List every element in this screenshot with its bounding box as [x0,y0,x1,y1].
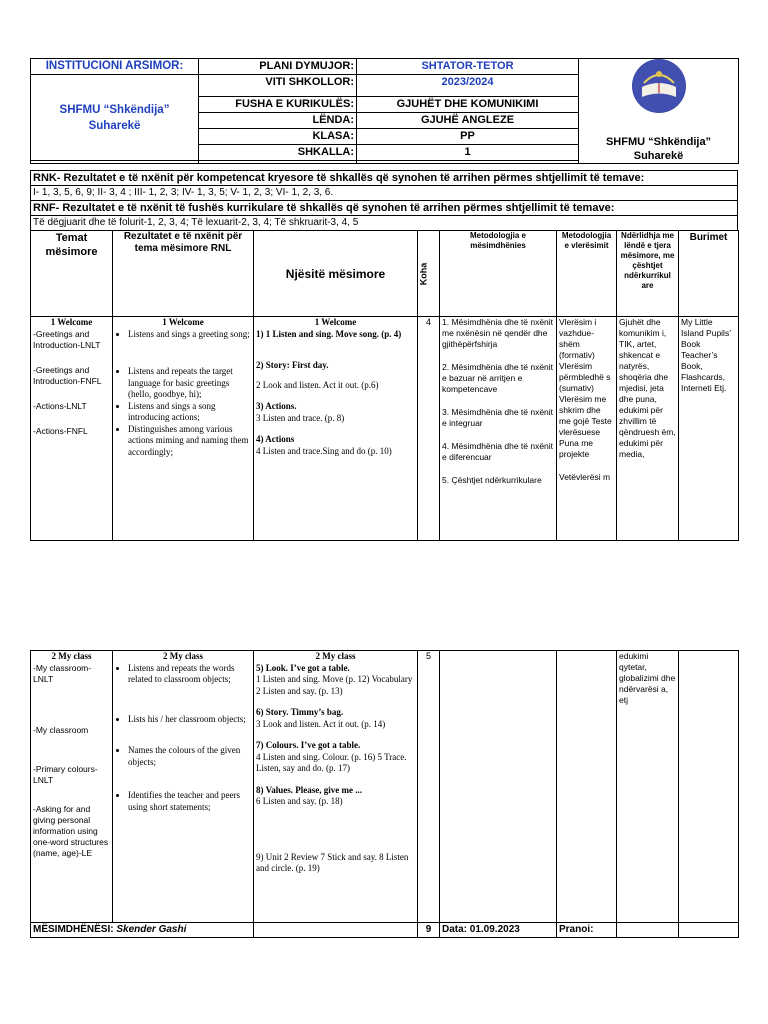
rnf-title: RNF- Rezultatet e të nxënit të fushës kurrikulare të shkallës që synohen të arrihen përmes shtjellimit të temave: [31,201,738,216]
theme1-metod-mesim-item: 3. Mësimdhënia dhe të nxënit e integruar [442,407,554,428]
theme1-metod-mesim-item: 5. Çështjet ndërkurrikulare [442,475,542,485]
theme1-njes-body: 4 Listen and trace.Sing and do (p. 10) [256,445,392,456]
logo-caption-line2: Suharekë [633,150,684,162]
theme1-temat-item: -Actions-FNFL [33,425,88,436]
theme2-temat-item: -My classroom [33,724,89,735]
theme1-rez-item: • Listens and sings a greeting song; [128,329,251,341]
theme2-njes-head: 8) Values. Please, give me ... [256,784,362,795]
theme1-temat-title: 1 Welcome [50,317,93,327]
logo-cell [579,59,739,164]
theme1-metod-mesim-item: 2. Mësimdhënia dhe të nxënit e bazuar në arritjen e kompetencave [442,362,554,394]
institution-label: INSTITUCIONI ARSIMOR: [31,59,199,75]
theme1-metod-mesim-item: 1. Mësimdhënia dhe të nxënit me nxënësin në qendër dhe gjithëpërfshirja [442,317,554,349]
logo-caption-line1: SHFMU “Shkëndija” [605,136,712,148]
theme2-metod-vler-cell [557,651,617,923]
theme1-rez-item: • Listens and sings a song introducing actions; [128,401,251,424]
row-value: GJUHËT DHE KOMUNIKIMI [357,97,579,113]
theme1-rez-item: • Listens and repeats the target language for basic greetings (hello, goodbye, hi); [128,366,251,401]
theme2-temat-item: -My classroom-LNLT [33,662,92,684]
teacher-name: Skender Gashi [116,924,187,935]
footer-empty [254,923,418,938]
row-value: 2023/2024 [357,75,579,97]
theme2-rez-title: 2 My class [163,651,203,661]
rnf-values: Të dëgjuarit dhe të folurit-1, 2, 3, 4; Të lexuarit-2, 3, 4; Të shkruarit-3, 4, 5 [31,216,738,231]
theme2-temat-cell [31,651,113,923]
col-koha [418,231,440,317]
row-label: KLASA: [199,129,357,145]
rnk-rnf-table [30,170,738,231]
theme1-burimet: My Little Island Pupils’ Book Teacher’s Book, Flashcards, Interneti Etj. [679,317,739,541]
total-hours: 9 [418,923,440,938]
theme1-temat-item: -Greetings and Introduction-LNLT [33,328,101,350]
theme2-temat-item: -Asking for and giving personal information using one-word structures (name, age)-LE [33,803,109,858]
theme1-metod-vler: Vlerësim i vazhdue-shëm (formativ) Vlerësim përmbledhë s (sumativ) Vlerësim me shkrim dhe me gojë Teste vlerësuese Puna me projekte [559,317,612,459]
col-nderlidhja: Ndërlidhja me lëndë e tjera mësimore, me çështjet ndërkurrikul are [617,231,679,317]
theme1-metod-vler2: Vetëvlerësi m [559,472,611,482]
theme2-rez-item: • Listens and repeats the words related to classroom objects; [128,663,251,686]
theme2-rez-item: • Lists his / her classroom objects; [128,714,251,726]
col-temat: Temat mësimore [31,231,113,317]
col-metod-vler: Metodologjia e vlerësimit [557,231,617,317]
school-name-line2: Suharekë [88,119,141,132]
theme1-njes-head: 2) Story: First day. [256,360,329,370]
theme1-njes-head: 3) Actions. [256,401,297,411]
theme1-njes-cell [254,317,418,541]
plan-table-1 [30,230,739,541]
col-burimet: Burimet [679,231,739,317]
footer-empty [679,923,739,938]
theme1-njes-body: 2 Look and listen. Act it out. (p.6) [256,379,379,390]
footer-empty [617,923,679,938]
theme2-rez-item: • Names the colours of the given objects; [128,745,251,768]
theme2-metod-mesim-cell [440,651,557,923]
plan-table-2 [30,650,739,938]
header-table [30,58,739,164]
book-icon [632,59,686,113]
pranoi-label: Pranoi: [557,923,617,938]
theme2-njes-head: 5) Look. I’ve got a table. [256,662,350,673]
row-value: PP [357,129,579,145]
theme2-njes-title: 2 My class [315,651,356,661]
theme1-njes-body: 3 Listen and trace. (p. 8) [256,412,345,423]
theme2-burimet-cell [679,651,739,923]
row-label: PLANI DYMUJOR: [199,59,357,75]
row-label: LËNDA: [199,113,357,129]
rnk-values: I- 1, 3, 5, 6, 9; II- 3, 4 ; III- 1, 2, 3; IV- 1, 3, 5; V- 1, 2, 3; VI- 1, 2, 3, 6. [31,186,738,201]
theme1-metod-mesim-cell [440,317,557,541]
theme2-temat-title: 2 My class [51,651,92,661]
theme2-njes-body: 6 Listen and say. (p. 18) [256,796,343,806]
theme1-metod-vler-cell [557,317,617,541]
theme2-njes-head: 6) Story. Timmy’s bag. [256,707,344,717]
theme2-njes-cell [254,651,418,923]
theme2-njes-body: 9) Unit 2 Review 7 Stick and say. 8 Listen and circle. (p. 19) [256,851,409,873]
theme2-njes-body: 1 Listen and sing. Move (p. 12) Vocabulary 2 Listen and say. (p. 13) [256,674,413,696]
theme1-njes-head: 4) Actions [256,434,295,444]
col-rezultatet: Rezultatet e të nxënit për tema mësimore RNL [113,231,254,317]
row-value: SHTATOR-TETOR [357,59,579,75]
school-logo [632,59,686,113]
row-value: GJUHË ANGLEZE [357,113,579,129]
theme1-metod-mesim-item: 4. Mësimdhënia dhe të nxënit e diferencuar [442,441,554,462]
theme1-rez-item: • Distinguishes among various actions miming and naming them accordingly; [128,424,251,459]
school-name-line1: SHFMU “Shkëndija” [59,103,170,116]
col-njesite: Njësitë mësimore [254,231,418,317]
theme1-njes-head: 1) 1 Listen and sing. Move song. (p. 4) [256,328,402,339]
theme2-njes-body: 4 Listen and sing. Colour. (p. 16) 5 Trace. Listen, say and do. (p. 17) [256,751,407,773]
theme1-temat-item: -Actions-LNLT [33,400,87,411]
theme1-njes-title: 1 Welcome [314,317,357,327]
theme2-koha: 5 [418,651,440,923]
rnk-title: RNK- Rezultatet e të nxënit për kompetencat kryesore të shkallës që synohen të arrihen përmes shtjellimit të temave: [31,171,738,186]
row-label: VITI SHKOLLOR: [199,75,357,97]
theme1-nderlidhja: Gjuhët dhe komunikim i, TIK, artet, shkencat e natyrës, shoqëria dhe mjedisi, jeta dhe puna, edukimi për zhvillim të qëndruesh ëm, edukimi për media, [617,317,679,541]
col-metod-mesim: Metodologjia e mësimdhënies [440,231,557,317]
date: Data: 01.09.2023 [440,923,557,938]
row-label: FUSHA E KURIKULËS: [199,97,357,113]
row-label: SHKALLA: [199,145,357,161]
col-koha-label: Koha [418,262,429,286]
theme2-nderlidhja: edukimi qytetar, globalizimi dhe ndërvarësi a, etj [617,651,679,923]
theme2-njes-body: 3 Look and listen. Act it out. (p. 14) [256,718,386,729]
row-value: 1 [357,145,579,161]
theme1-temat-cell [31,317,113,541]
theme1-koha: 4 [418,317,440,541]
theme1-rez-title: 1 Welcome [162,317,204,327]
theme2-rez-cell [113,651,254,923]
theme2-temat-item: -Primary colours-LNLT [33,763,98,785]
school-name-cell [31,75,199,161]
theme2-njes-head: 7) Colours. I’ve got a table. [256,740,361,750]
teacher-label: MËSIMDHËNËSI: [33,924,114,935]
theme1-temat-item: -Greetings and Introduction-FNFL [33,364,102,386]
teacher-cell [31,923,254,938]
theme2-rez-item: • Identifies the teacher and peers using short statements; [128,790,251,813]
theme1-rez-cell [113,317,254,541]
